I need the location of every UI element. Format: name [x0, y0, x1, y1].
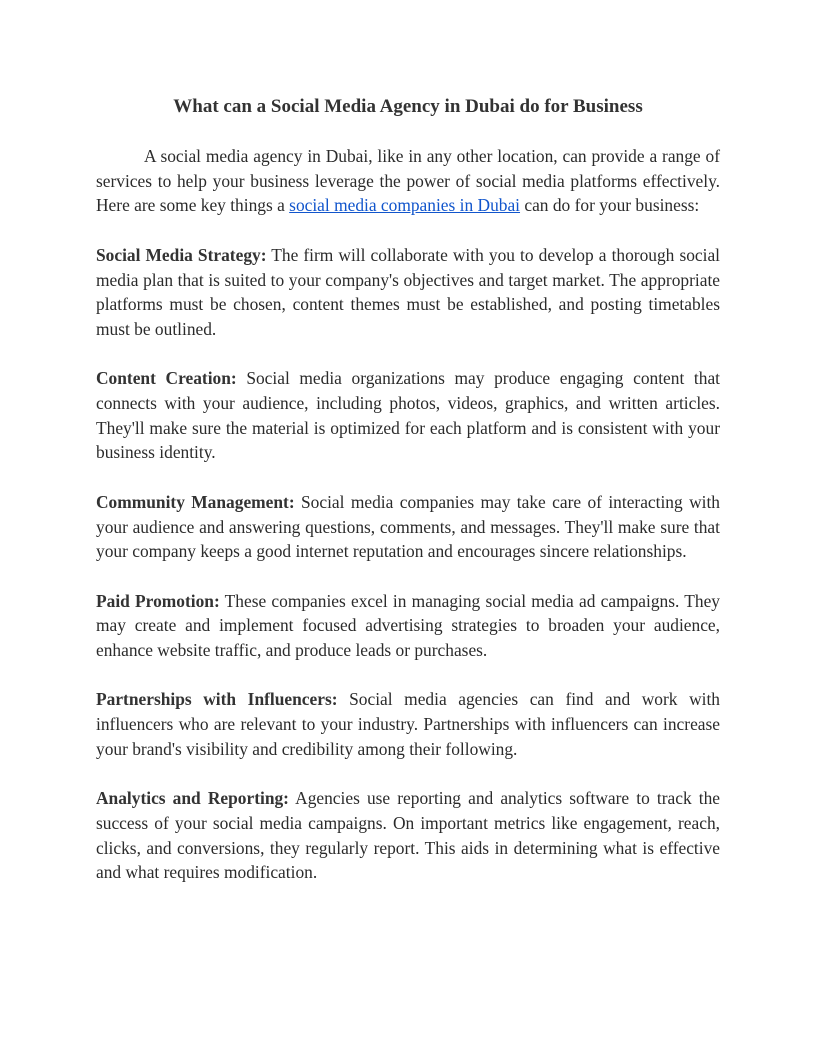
- section-heading: Partnerships with Influencers:: [96, 689, 338, 710]
- section-heading: Social Media Strategy:: [96, 244, 267, 265]
- section-analytics-and-reporting: [96, 786, 720, 885]
- section-body: Social media agencies can find and work with influencers who are relevant to your industry. Partnerships with influencers can increase your brand's visibility and credibility among their following.: [96, 689, 720, 759]
- section-paid-promotion: [96, 589, 720, 663]
- section-heading: Analytics and Reporting:: [96, 788, 289, 809]
- section-body: The firm will collaborate with you to develop a thorough social media plan that is suited to your company's objectives and target market. The appropriate platforms must be chosen, content themes must be established, and posting timetables must be outlined.: [96, 244, 721, 339]
- section-heading: Paid Promotion:: [96, 590, 220, 611]
- document-title: What can a Social Media Agency in Dubai do for Business: [173, 96, 643, 117]
- section-body: Agencies use reporting and analytics software to track the success of your social media campaigns. On important metrics like engagement, reach, clicks, and conversions, they regularly report. This aids in determining what is effective and what requires modification.: [96, 788, 720, 883]
- social-media-companies-link[interactable]: social media companies in Dubai: [289, 195, 521, 216]
- section-body: These companies excel in managing social media ad campaigns. They may create and implement focused advertising strategies to broaden your audience, enhance website traffic, and produce leads or purchases.: [96, 590, 721, 660]
- section-partnerships-with-influencers: [96, 687, 720, 761]
- section-community-management: [96, 490, 720, 564]
- section-social-media-strategy: [96, 243, 720, 342]
- section-body: Social media companies may take care of interacting with your audience and answering questions, comments, and messages. They'll make sure that your company keeps a good internet reputation and encourages sincere relationships.: [96, 491, 720, 562]
- section-heading: Content Creation:: [96, 368, 237, 389]
- intro-paragraph: [96, 144, 720, 218]
- section-heading: Community Management:: [96, 491, 295, 512]
- intro-text-after: can do for your business:: [520, 195, 700, 216]
- document-page: [96, 94, 720, 910]
- section-content-creation: [96, 366, 720, 465]
- intro-text-before: A social media agency in Dubai, like in any other location, can provide a range of services to help your business leverage the power of social media platforms effectively. Here are some key things a: [96, 146, 720, 216]
- section-body: Social media organizations may produce engaging content that connects with your audience, including photos, videos, graphics, and written articles. They'll make sure the material is optimized for each platform and is consistent with your business identity.: [96, 368, 720, 463]
